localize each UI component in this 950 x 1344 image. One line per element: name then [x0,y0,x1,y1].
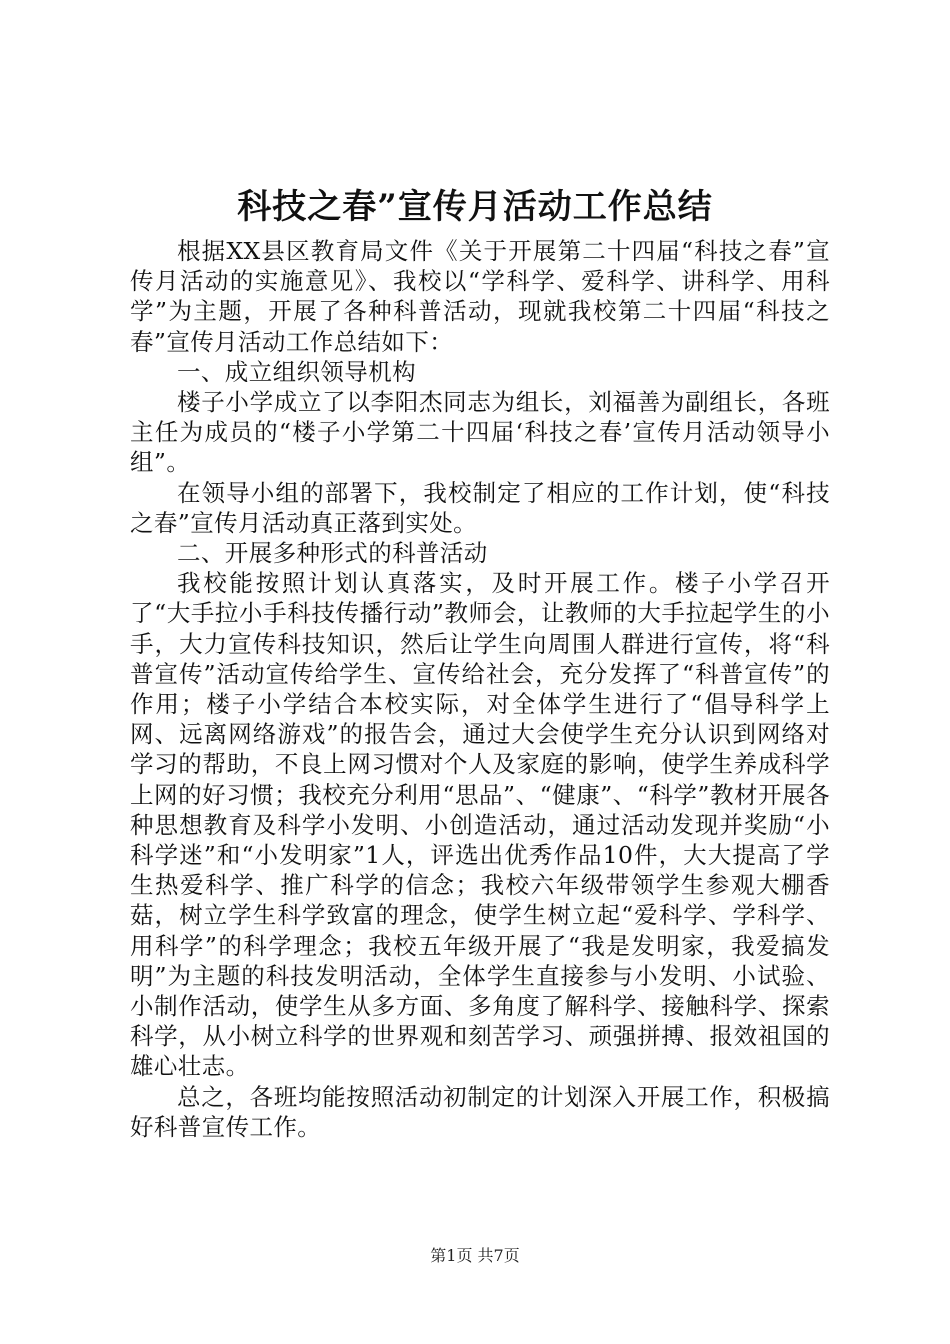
paragraph-intro: 根据XX县区教育局文件《关于开展第二十四届“科技之春”宣传月活动的实施意见》、我校以“学科学、爱科学、讲科学、用科学”为主题，开展了各种科普活动，现就我校第二十四届“科技之春”宣传月活动工作总结如下： [130,237,830,356]
page-footer: 第1页 共7页 [430,1246,520,1265]
paragraph-activities: 我校能按照计划认真落实，及时开展工作。楼子小学召开了“大手拉小手科技传播行动”教师会，让教师的大手拉起学生的小手，大力宣传科技知识，然后让学生向周围人群进行宣传，将“科普宣传”活动宣传给学生、宣传给社会，充分发挥了“科普宣传”的作用；楼子小学结合本校实际，对全体学生进行了“倡导科学上网、远离网络游戏”的报告会，通过大会使学生充分认识到网络对学习的帮助，不良上网习惯对个人及家庭的影响，使学生养成科学上网的好习惯；我校充分利用“思品”、“健康”、“科学”教材开展各种思想教育及科学小发明、小创造活动，通过活动发现并奖励“小科学迷”和“小发明家”1人，评选出优秀作品10件，大大提高了学生热爱科学、推广科学的信念；我校六年级带领学生参观大棚香菇，树立学生科学致富的理念，使学生树立起“爱科学、学科学、用科学”的科学理念；我校五年级开展了“我是发明家，我爱搞发明”为主题的科技发明活动，全体学生直接参与小发明、小试验、小制作活动，使学生从多方面、多角度了解科学、接触科学、探索科学，从小树立科学的世界观和刻苦学习、顽强拼搏、报效祖国的雄心壮志。 [130,569,830,1081]
paragraph-leadership: 楼子小学成立了以李阳杰同志为组长，刘福善为副组长，各班主任为成员的“楼子小学第二十四届‘科技之春’宣传月活动领导小组”。 [130,388,830,477]
paragraph-conclusion: 总之，各班均能按照活动初制定的计划深入开展工作，积极搞好科普宣传工作。 [130,1082,830,1141]
document-body [130,236,830,1142]
page-title: 科技之春”宣传月活动工作总结 [237,187,713,227]
paragraph-plan: 在领导小组的部署下，我校制定了相应的工作计划，使“科技之春”宣传月活动真正落到实处。 [130,478,830,537]
section-heading-2: 二、开展多种形式的科普活动 [177,539,488,568]
section-heading-1: 一、成立组织领导机构 [177,357,416,386]
